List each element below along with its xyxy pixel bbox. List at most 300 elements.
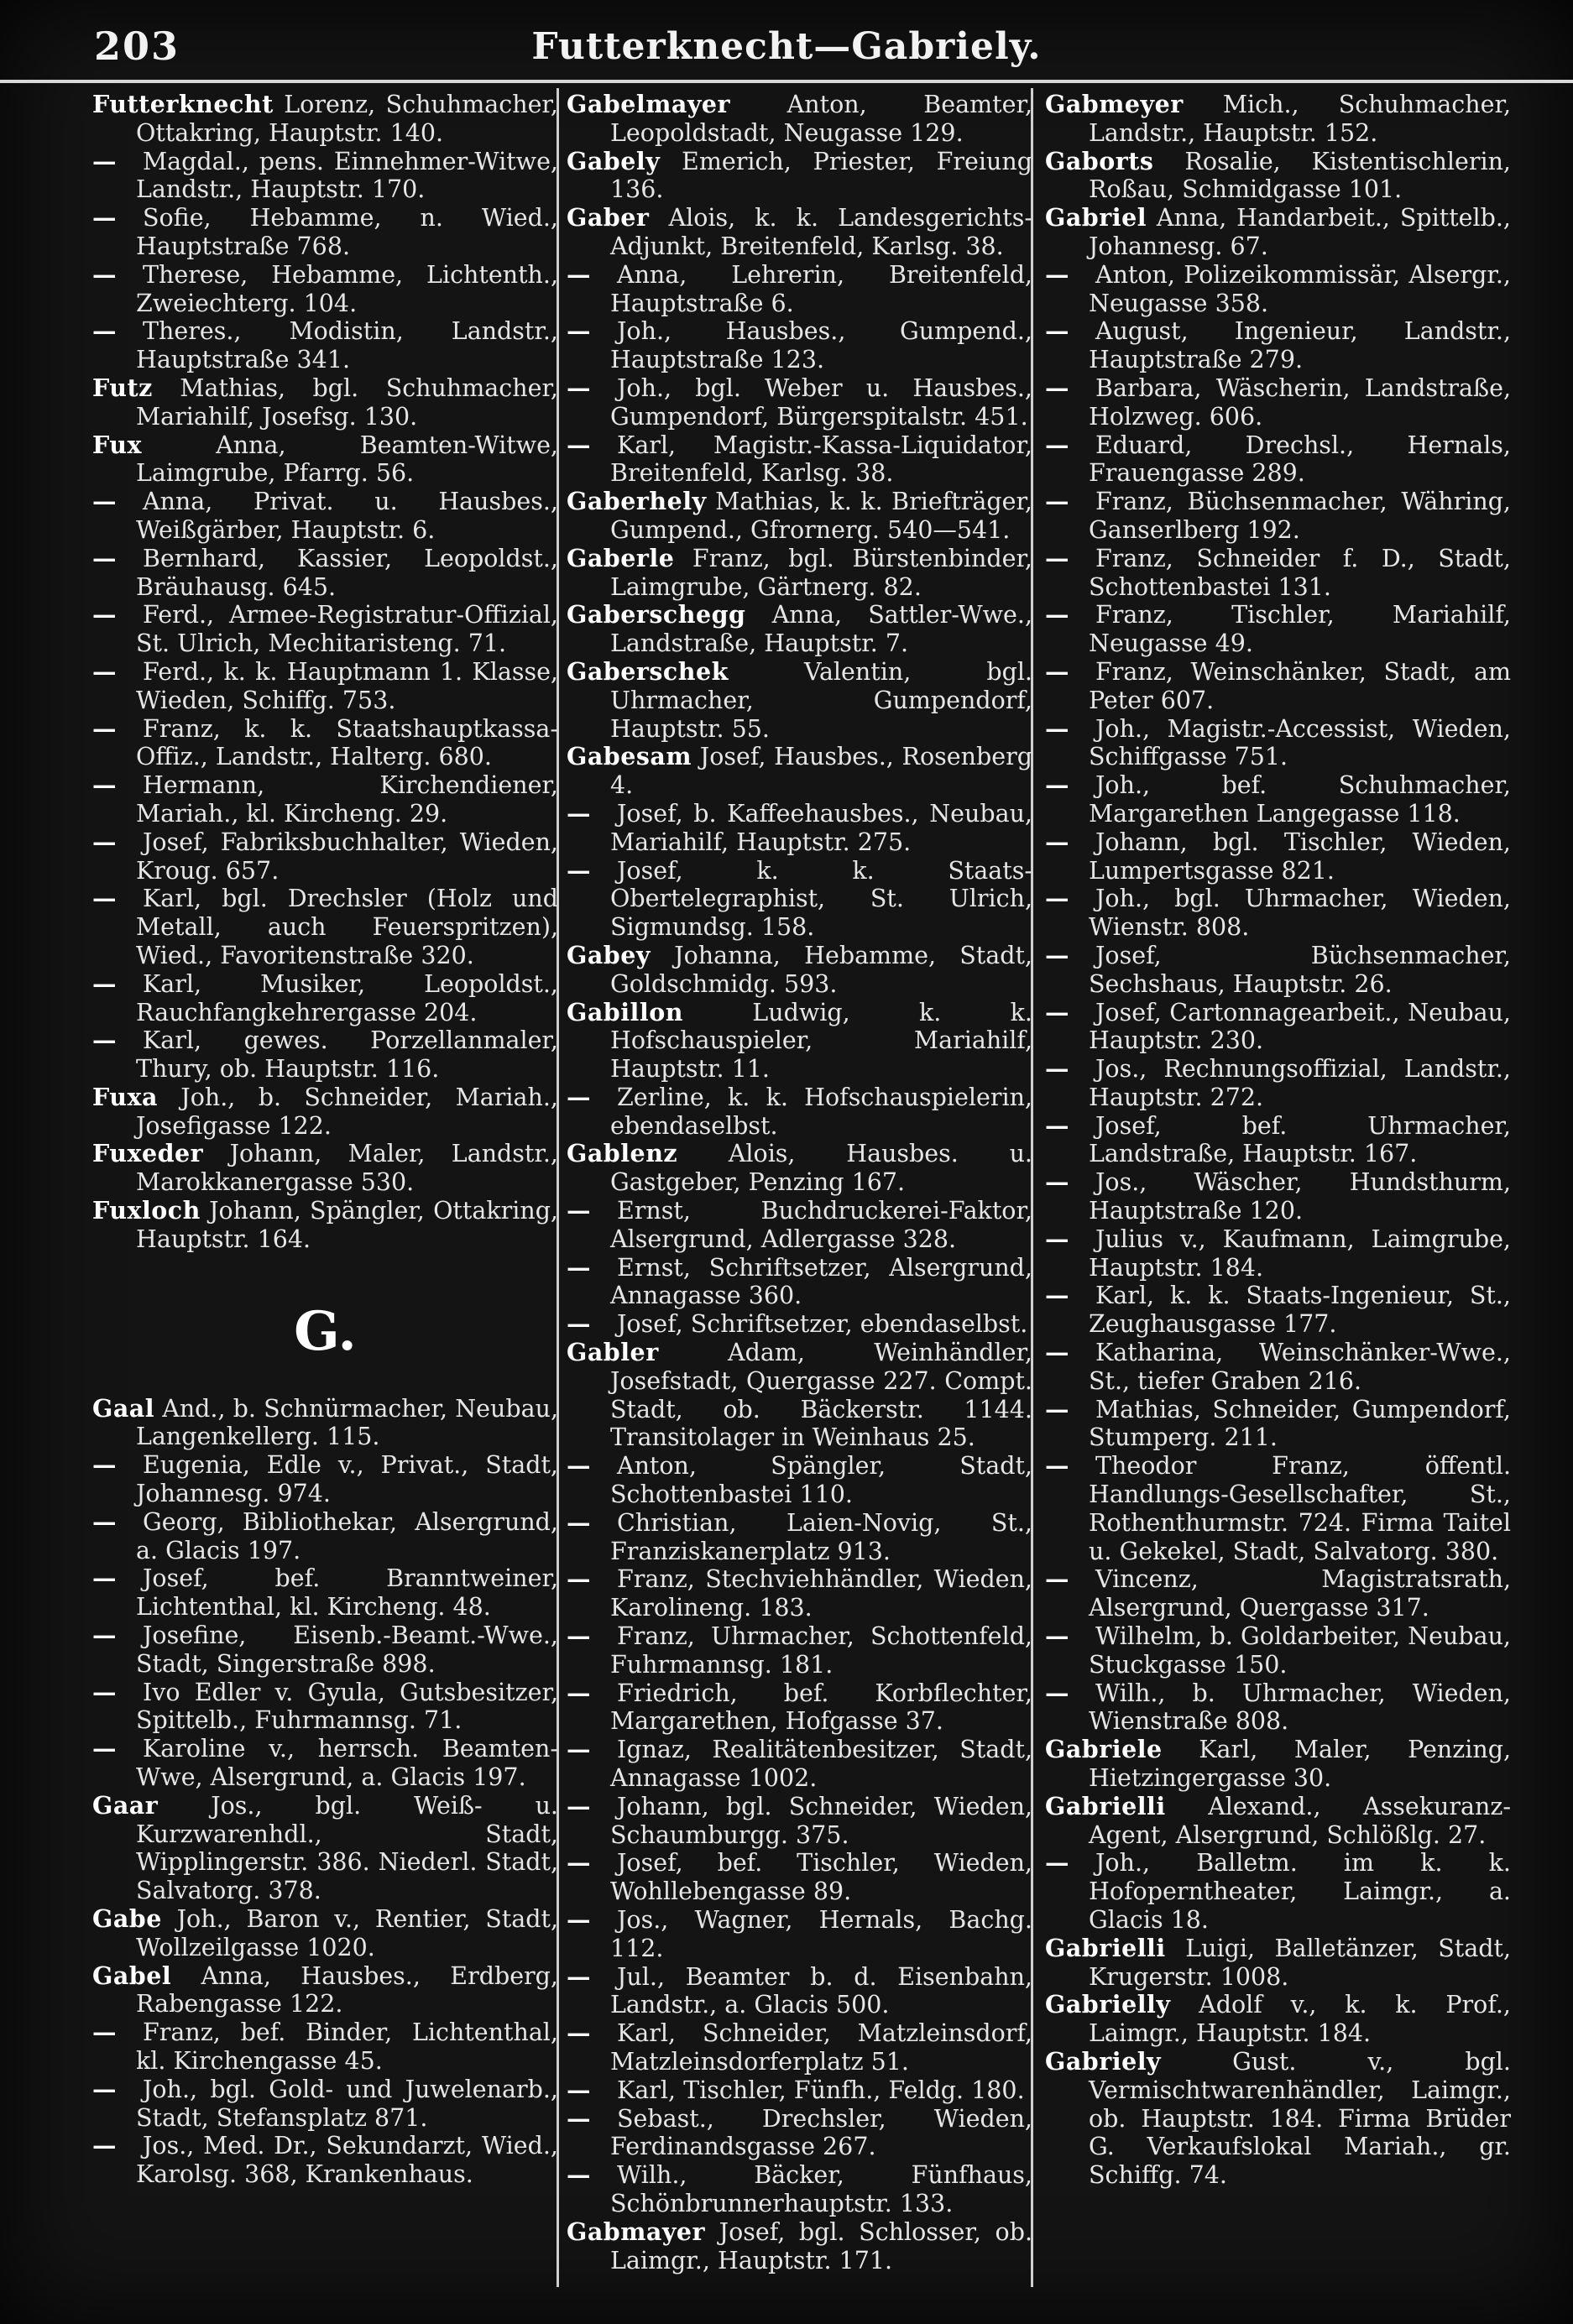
entry-dash: — (567, 1905, 591, 1934)
entry-details: Ludwig, k. k. Hofschauspieler, Mariahilf, Hauptstr. 11. (610, 998, 1032, 1084)
entry-dash: — (92, 2018, 117, 2047)
entry-details: Franz, Stechviehhändler, Wieden, Karolineng. 183. (610, 1565, 1032, 1622)
entry-dash: — (92, 656, 117, 686)
directory-entry (1045, 715, 1511, 772)
directory-entry (92, 2132, 558, 2189)
entry-dash: — (92, 1734, 117, 1763)
entry-dash: — (1045, 1338, 1069, 1367)
entry-surname: Gabesam (567, 742, 692, 771)
entry-dash: — (1045, 1281, 1069, 1310)
entry-surname: Gabey (567, 940, 651, 969)
entry-details: Josef, Cartonnagearbeit., Neubau, Hauptstr. 230. (1089, 998, 1511, 1055)
entry-dash: — (92, 146, 117, 175)
directory-entry (1045, 828, 1511, 885)
entry-details: Sebast., Drechsler, Wieden, Ferdinandsgasse 267. (610, 2104, 1032, 2161)
entry-dash: — (567, 1848, 591, 1877)
directory-entry (1045, 1282, 1511, 1339)
entry-details: Johann, Maler, Landstr., Marokkanergasse 530. (136, 1140, 558, 1197)
entry-surname: Gabriele (1045, 1735, 1163, 1764)
entry-details: Joh., Magistr.-Accessist, Wieden, Schiffgasse 751. (1089, 714, 1511, 771)
entry-details: Jul., Beamter b. d. Eisenbahn, Landstr., a. Glacis 500. (610, 1962, 1032, 2019)
entry-surname: Gabmeyer (1045, 90, 1184, 118)
directory-entry (567, 148, 1032, 205)
entry-details: Friedrich, bef. Korbflechter, Margarethen, Hofgasse 37. (610, 1679, 1032, 1736)
directory-entry (567, 1084, 1032, 1141)
entry-details: Karl, Schneider, Matzleinsdorf, Matzleinsdorferplatz 51. (610, 2019, 1032, 2076)
entry-dash: — (92, 1507, 117, 1536)
directory-entry (92, 2076, 558, 2133)
directory-entry (567, 2218, 1032, 2275)
entry-dash: — (92, 543, 117, 572)
entry-details: Eugenia, Edle v., Privat., Stadt, Johannesg. 974. (136, 1451, 558, 1508)
directory-entry (567, 2161, 1032, 2218)
entry-dash: — (567, 2018, 591, 2048)
entry-details: Anna, Hausbes., Erdberg, Rabengasse 122. (136, 1961, 558, 2018)
entry-details: Ferd., Armee-Registratur-Offizial, St. Ulrich, Mechitaristeng. 71. (136, 601, 558, 658)
entry-details: Wilh., Bäcker, Fünfhaus, Schönbrunnerhauptstr. 133. (610, 2161, 1032, 2217)
entry-surname: Gaberschek (567, 656, 729, 686)
entry-dash: — (567, 2160, 591, 2190)
directory-entry (92, 1962, 558, 2019)
entry-details: Ivo Edler v. Gyula, Gutsbesitzer, Spittelb., Fuhrmannsg. 71. (136, 1678, 558, 1735)
entry-details: Magdal., pens. Einnehmer-Witwe, Landstr., Hauptstr. 170. (136, 147, 558, 204)
entry-details: Joh., bgl. Weber u. Hausbes., Gumpendorf, Bürgerspitalstr. 451. (610, 373, 1032, 431)
entry-details: Franz, Weinschänker, Stadt, am Peter 607. (1089, 657, 1511, 714)
directory-entry (567, 1963, 1032, 2020)
entry-details: Mich., Schuhmacher, Landstr., Hauptstr. 152. (1089, 91, 1511, 147)
entry-dash: — (567, 1082, 591, 1111)
entry-surname: Gabe (92, 1904, 162, 1934)
directory-entry (567, 204, 1032, 261)
entry-dash: — (1045, 997, 1069, 1026)
directory-entry (567, 545, 1032, 602)
entry-details: Joh., bgl. Gold- und Juwelenarb., Stadt, Stefansplatz 871. (136, 2075, 558, 2132)
entry-details: Anna, Privat. u. Hausbes., Weißgärber, Hauptstr. 6. (136, 488, 558, 544)
entry-surname: Gaberle (567, 543, 675, 572)
entry-details: Lorenz, Schuhmacher, Ottakring, Hauptstr. 140. (136, 91, 558, 147)
entry-details: Christian, Laien-Novig, St., Franziskanerplatz 913. (610, 1508, 1032, 1565)
entry-details: Theres., Modistin, Landstr., Hauptstraße 341. (136, 317, 558, 374)
entry-dash: — (567, 316, 591, 346)
entry-surname: Gabriel (1045, 203, 1147, 232)
entry-details: Johanna, Hebamme, Stadt, Goldschmidg. 593. (610, 941, 1032, 998)
entry-surname: Gabler (567, 1338, 659, 1367)
directory-entry (1045, 2048, 1511, 2190)
entry-details: Franz, Uhrmacher, Schottenfeld, Fuhrmannsg. 181. (610, 1622, 1032, 1679)
directory-entry (92, 1395, 558, 1452)
entry-dash: — (1045, 1848, 1069, 1877)
entry-surname: Gaborts (1045, 146, 1154, 175)
directory-entry (567, 374, 1032, 431)
entry-dash: — (1045, 600, 1069, 629)
entry-dash: — (567, 373, 591, 402)
entry-dash: — (567, 1252, 591, 1282)
directory-entry (92, 261, 558, 318)
directory-entry (567, 800, 1032, 857)
entry-dash: — (92, 2074, 117, 2103)
entry-details: Jos., Med. Dr., Sekundarzt, Wied., Karolsg. 368, Krankenhaus. (136, 2132, 558, 2189)
entry-details: Adam, Weinhändler, Josefstadt, Quergasse 227. Compt. Stadt, ob. Bäckerstr. 1144. Transitolager in Weinhaus 25. (610, 1339, 1032, 1452)
directory-entry (567, 317, 1032, 374)
directory-entry (1045, 1935, 1511, 1992)
directory-entry (92, 1451, 558, 1508)
entry-details: Josef, b. Kaffeehausbes., Neubau, Mariahilf, Hauptstr. 275. (610, 799, 1032, 856)
entry-details: Josef, bgl. Schlosser, ob. Laimgr., Hauptstr. 171. (610, 2217, 1032, 2274)
entry-dash: — (1045, 1394, 1069, 1423)
entry-details: Josef, Schriftsetzer, ebendaselbst. (617, 1310, 1028, 1339)
directory-entry (92, 91, 558, 148)
entry-details: Jos., Wagner, Hernals, Bachg. 112. (610, 1906, 1032, 1962)
column-1 (92, 91, 558, 2189)
column-2 (567, 91, 1032, 2274)
entry-surname: Gaberhely (567, 487, 707, 516)
entry-details: Mathias, bgl. Schuhmacher, Mariahilf, Josefsg. 130. (136, 373, 558, 431)
entry-details: Anna, Handarbeit., Spittelb., Johannesg. 67. (1089, 204, 1511, 260)
directory-entry (92, 771, 558, 828)
entry-dash: — (567, 1961, 591, 1991)
entry-dash: — (1045, 543, 1069, 572)
entry-details: Franz, Tischler, Mariahilf, Neugasse 49. (1089, 601, 1511, 658)
directory-entry (1045, 1565, 1511, 1622)
entry-details: Franz, bef. Binder, Lichtenthal, kl. Kirchengasse 45. (136, 2018, 558, 2075)
directory-entry (92, 828, 558, 885)
directory-entry (1045, 885, 1511, 942)
directory-entry (1045, 1793, 1511, 1850)
entry-dash: — (567, 798, 591, 828)
entry-dash: — (1045, 430, 1069, 459)
entry-dash: — (1045, 1451, 1069, 1481)
directory-entry (92, 1084, 558, 1141)
entry-surname: Gabriely (1045, 2046, 1162, 2076)
directory-entry (567, 601, 1032, 658)
directory-entry (92, 658, 558, 715)
directory-entry (567, 488, 1032, 545)
directory-entry (92, 970, 558, 1027)
entry-details: Therese, Hebamme, Lichtenth., Zweiechterg. 104. (136, 260, 558, 317)
page-header (0, 0, 1573, 83)
directory-entry (1045, 1622, 1511, 1679)
entry-surname: Fuxeder (92, 1139, 204, 1168)
entry-details: Vincenz, Magistratsrath, Alsergrund, Quergasse 317. (1089, 1565, 1511, 1622)
entry-details: Karl, Magistr.-Kassa-Liquidator, Breitenfeld, Karlsg. 38. (610, 431, 1032, 488)
directory-entry (567, 1906, 1032, 1963)
entry-details: And., b. Schnürmacher, Neubau, Langenkellerg. 115. (136, 1394, 558, 1451)
directory-entry (567, 1310, 1032, 1339)
directory-entry (92, 1564, 558, 1622)
directory-entry (92, 1026, 558, 1084)
entry-details: Mathias, Schneider, Gumpendorf, Stumperg. 211. (1089, 1395, 1511, 1452)
directory-entry (567, 999, 1032, 1084)
entry-surname: Gaber (567, 203, 650, 232)
directory-entry (1045, 1991, 1511, 2048)
entry-details: Johann, bgl. Tischler, Wieden, Lumpertsgasse 821. (1089, 828, 1511, 885)
entry-dash: — (567, 1622, 591, 1651)
entry-details: Barbara, Wäscherin, Landstraße, Holzweg. 606. (1089, 373, 1511, 431)
directory-entry (1045, 1168, 1511, 1225)
entry-dash: — (1045, 770, 1069, 800)
directory-entry (1045, 317, 1511, 374)
directory-entry (567, 1849, 1032, 1906)
directory-entry (1045, 488, 1511, 545)
entry-dash: — (567, 1309, 591, 1339)
entry-dash: — (567, 2075, 591, 2104)
entry-details: Karl, k. k. Staats-Ingenieur, St., Zeughausgasse 177. (1089, 1282, 1511, 1339)
entry-dash: — (1045, 373, 1069, 402)
directory-entry (1045, 942, 1511, 999)
entry-surname: Fux (92, 430, 142, 459)
directory-entry (567, 1565, 1032, 1622)
running-title: Futterknecht—Gabriely. (531, 25, 1042, 68)
entry-dash: — (92, 1026, 117, 1055)
directory-entry (92, 148, 558, 205)
directory-entry (92, 1679, 558, 1736)
directory-entry (567, 2019, 1032, 2076)
directory-entry (92, 1197, 558, 1254)
entry-details: Josef, bef. Uhrmacher, Landstraße, Hauptstr. 167. (1089, 1111, 1511, 1168)
entry-dash: — (1045, 827, 1069, 856)
directory-entry (92, 1905, 558, 1962)
entry-dash: — (92, 259, 117, 289)
entry-details: Joh., Balletm. im k. k. Hofoperntheater, Laimgr., a. Glacis 18. (1089, 1849, 1511, 1934)
entry-details: Rosalie, Kistentischlerin, Roßau, Schmidgasse 101. (1089, 147, 1511, 204)
entry-details: Joh., b. Schneider, Mariah., Josefigasse 122. (136, 1083, 558, 1140)
directory-entry (92, 1508, 558, 1565)
entry-details: Josef, k. k. Staats-Obertelegraphist, St. Ulrich, Sigmundsg. 158. (610, 856, 1032, 942)
entry-dash: — (92, 1564, 117, 1593)
entry-details: Josef, Büchsenmacher, Sechshaus, Hauptstr. 26. (1089, 941, 1511, 998)
entry-details: Ignaz, Realitätenbesitzer, Stadt, Annagasse 1002. (610, 1736, 1032, 1793)
directory-entry (1045, 91, 1511, 148)
entry-details: Julius v., Kaufmann, Laimgrube, Hauptstr. 184. (1089, 1225, 1511, 1282)
entry-details: Zerline, k. k. Hofschauspielerin, ebendaselbst. (610, 1083, 1032, 1140)
entry-details: Josef, bef. Tischler, Wieden, Wohllebengasse 89. (610, 1849, 1032, 1906)
entry-details: Karl, Maler, Penzing, Hietzingergasse 30. (1089, 1736, 1511, 1793)
entry-dash: — (1045, 1564, 1069, 1594)
entry-details: Anna, Lehrerin, Breitenfeld, Hauptstraße 6. (610, 260, 1032, 317)
directory-entry (567, 1736, 1032, 1793)
entry-details: Anton, Beamter, Leopoldstadt, Neugasse 129. (610, 91, 1032, 147)
entry-dash: — (1045, 1167, 1069, 1197)
directory-entry (92, 885, 558, 969)
directory-entry (1045, 1225, 1511, 1282)
entry-dash: — (1045, 940, 1069, 969)
entry-details: Josef, bef. Branntweiner, Lichtenthal, kl. Kircheng. 48. (136, 1564, 558, 1622)
directory-entry (1045, 204, 1511, 261)
directory-entry (1045, 545, 1511, 602)
directory-entry (1045, 1339, 1511, 1396)
directory-entry (1045, 658, 1511, 715)
entry-details: Hermann, Kirchendiener, Mariah., kl. Kircheng. 29. (136, 771, 558, 828)
entry-surname: Gaar (92, 1790, 159, 1820)
directory-entry (567, 1452, 1032, 1509)
entry-details: Katharina, Weinschänker-Wwe., St., tiefer Graben 216. (1089, 1339, 1511, 1395)
directory-entry (567, 431, 1032, 488)
entry-dash: — (1045, 1678, 1069, 1707)
directory-entry (92, 204, 558, 261)
entry-details: Karl, Tischler, Fünfh., Feldg. 180. (617, 2076, 1025, 2104)
directory-entry (567, 261, 1032, 318)
entry-dash: — (92, 713, 117, 743)
entry-dash: — (567, 430, 591, 459)
entry-details: Karoline v., herrsch. Beamten-Wwe, Alsergrund, a. Glacis 197. (136, 1735, 558, 1792)
directory-entry (92, 1792, 558, 1905)
directory-entry (1045, 374, 1511, 431)
entry-details: Karl, bgl. Drechsler (Holz und Metall, auch Feuerspritzen), Wied., Favoritenstraße 320. (136, 885, 558, 969)
entry-details: Ferd., k. k. Hauptmann 1. Klasse, Wieden, Schiffg. 753. (136, 657, 558, 714)
entry-dash: — (92, 203, 117, 232)
entry-dash: — (567, 1791, 591, 1820)
directory-entry (567, 942, 1032, 999)
entry-dash: — (92, 1621, 117, 1650)
directory-entry (567, 857, 1032, 942)
entry-dash: — (567, 259, 591, 289)
entry-dash: — (92, 1450, 117, 1480)
directory-entry (92, 1622, 558, 1679)
entry-details: Karl, gewes. Porzellanmaler, Thury, ob. Hauptstr. 116. (136, 1026, 558, 1084)
directory-entry (92, 715, 558, 772)
entry-details: Karl, Musiker, Leopoldst., Rauchfangkehrergasse 204. (136, 969, 558, 1026)
directory-entry (567, 658, 1032, 743)
section-letter: G. (294, 1299, 357, 1363)
directory-entry (1045, 999, 1511, 1056)
directory-entry (567, 1339, 1032, 1452)
directory-entry (1045, 1112, 1511, 1169)
entry-details: Mathias, k. k. Briefträger, Gumpend., Gfrornerg. 540—541. (610, 488, 1032, 544)
entry-details: Anton, Spängler, Stadt, Schottenbastei 110. (610, 1452, 1032, 1509)
entry-dash: — (1045, 1622, 1069, 1651)
entry-details: Jos., Wäscher, Hundsthurm, Hauptstraße 120. (1089, 1168, 1511, 1225)
entry-surname: Futz (92, 373, 153, 402)
entry-surname: Gabel (92, 1961, 172, 1990)
entry-details: Wilh., b. Uhrmacher, Wieden, Wienstraße 808. (1089, 1679, 1511, 1736)
entry-surname: Gabely (567, 146, 661, 175)
entry-dash: — (567, 2103, 591, 2133)
entry-dash: — (92, 884, 117, 913)
entry-surname: Gabelmayer (567, 90, 731, 118)
directory-entry (1045, 1849, 1511, 1934)
entry-dash: — (92, 770, 117, 800)
directory-entry (92, 601, 558, 658)
entry-details: Josefine, Eisenb.-Beamt.-Wwe., Stadt, Singerstraße 898. (136, 1622, 558, 1678)
directory-entry (92, 317, 558, 374)
entry-details: Emerich, Priester, Freiung 136. (610, 147, 1032, 204)
entry-dash: — (567, 1196, 591, 1225)
entry-dash: — (92, 487, 117, 516)
entry-dash: — (567, 855, 591, 885)
entry-dash: — (567, 1507, 591, 1537)
directory-entry (1045, 1055, 1511, 1112)
directory-entry (1045, 148, 1511, 205)
entry-details: Alois, Hausbes. u. Gastgeber, Penzing 167. (610, 1140, 1032, 1197)
entry-details: Josef, Hausbes., Rosenberg 4. (610, 743, 1032, 800)
directory-entry (92, 1735, 558, 1792)
entry-details: Alois, k. k. Landesgerichts-Adjunkt, Breitenfeld, Karlsg. 38. (610, 204, 1032, 260)
directory-entry (567, 2076, 1032, 2105)
entry-details: Theodor Franz, öffentl. Handlungs-Gesellschafter, St., Rothenthurmstr. 724. Firma Taitel u. Gekekel, Stadt, Salvatorg. 380. (1089, 1452, 1511, 1565)
entry-details: Anna, Beamten-Witwe, Laimgrube, Pfarrg. 56. (136, 431, 558, 488)
entry-details: Georg, Bibliothekar, Alsergrund, a. Glacis 197. (136, 1507, 558, 1564)
directory-entry (567, 743, 1032, 800)
directory-entry (1045, 1736, 1511, 1793)
entry-dash: — (1045, 1110, 1069, 1140)
entry-details: Luigi, Balletänzer, Stadt, Krugerstr. 1008. (1089, 1934, 1511, 1991)
entry-dash: — (1045, 1224, 1069, 1253)
entry-dash: — (1045, 316, 1069, 346)
entry-dash: — (567, 1735, 591, 1764)
entry-surname: Fuxloch (92, 1196, 201, 1225)
entry-dash: — (92, 2131, 117, 2160)
entry-surname: Gabrielli (1045, 1791, 1166, 1820)
entry-details: Bernhard, Kassier, Leopoldst., Bräuhausg. 645. (136, 544, 558, 601)
entry-dash: — (1045, 713, 1069, 743)
entry-details: Anna, Sattler-Wwe., Landstraße, Hauptstr. 7. (610, 601, 1032, 658)
entry-details: Johann, bgl. Schneider, Wieden, Schaumburgg. 375. (610, 1792, 1032, 1849)
entry-details: Eduard, Drechsl., Hernals, Frauengasse 289. (1089, 431, 1511, 488)
page-number: 203 (94, 24, 180, 69)
directory-entry (1045, 1452, 1511, 1565)
directory-entry (567, 1509, 1032, 1566)
directory-entry (567, 1679, 1032, 1736)
directory-entry (567, 1197, 1032, 1254)
entry-surname: Fuxa (92, 1082, 158, 1111)
entry-dash: — (1045, 259, 1069, 289)
entry-details: Josef, Fabriksbuchhalter, Wieden, Kroug. 657. (136, 828, 558, 885)
entry-details: Franz, bgl. Bürstenbinder, Laimgrube, Gärtnerg. 82. (610, 544, 1032, 601)
entry-surname: Gaal (92, 1393, 155, 1423)
entry-details: Wilhelm, b. Goldarbeiter, Neubau, Stuckgasse 150. (1089, 1622, 1511, 1679)
entry-details: Joh., Hausbes., Gumpend., Hauptstraße 123. (610, 317, 1032, 374)
directory-entry (1045, 1679, 1511, 1736)
entry-details: Valentin, bgl. Uhrmacher, Gumpendorf, Hauptstr. 55. (610, 657, 1032, 743)
entry-details: August, Ingenieur, Landstr., Hauptstraße 279. (1089, 317, 1511, 374)
entry-dash: — (92, 1677, 117, 1706)
entry-dash: — (92, 600, 117, 629)
directory-entry (1045, 261, 1511, 318)
entry-details: Ernst, Buchdruckerei-Faktor, Alsergrund, Adlergasse 328. (610, 1197, 1032, 1253)
directory-entry (567, 2105, 1032, 2162)
entry-dash: — (1045, 487, 1069, 516)
entry-surname: Gabmayer (567, 2217, 706, 2246)
entry-surname: Gabrielly (1045, 1990, 1171, 2019)
directory-entry (1045, 431, 1511, 488)
directory-entry (92, 431, 558, 488)
entry-surname: Gablenz (567, 1139, 678, 1168)
directory-entry (567, 1793, 1032, 1850)
entry-details: Ernst, Schriftsetzer, Alsergrund, Annagasse 360. (610, 1253, 1032, 1310)
entry-details: Joh., bgl. Uhrmacher, Wieden, Wienstr. 808. (1089, 885, 1511, 942)
directory-entry (567, 1622, 1032, 1679)
entry-details: Franz, k. k. Staatshauptkassa-Offiz., Landstr., Halterg. 680. (136, 714, 558, 771)
directory-entry (92, 488, 558, 545)
directory-entry (1045, 601, 1511, 658)
entry-dash: — (92, 969, 117, 998)
directory-entry (92, 374, 558, 431)
entry-surname: Gaberschegg (567, 600, 746, 629)
entry-details: Jos., bgl. Weiß- u. Kurzwarenhdl., Stadt, Wipplingerstr. 386. Niederl. Stadt, Salvatorg. 378. (136, 1791, 558, 1905)
entry-details: Franz, Büchsenmacher, Währing, Ganserlberg 192. (1089, 488, 1511, 544)
entry-dash: — (567, 1564, 591, 1594)
directory-entry (567, 1254, 1032, 1311)
directory-entry (1045, 771, 1511, 828)
directory-entry (92, 1140, 558, 1197)
directory-entry (567, 1140, 1032, 1197)
entry-dash: — (1045, 884, 1069, 913)
entry-surname: Gabillon (567, 997, 683, 1026)
entry-details: Jos., Rechnungsoffizial, Landstr., Hauptstr. 272. (1089, 1055, 1511, 1111)
directory-entry (92, 545, 558, 602)
entry-details: Joh., bef. Schuhmacher, Margarethen Langegasse 118. (1089, 771, 1511, 828)
entry-details: Sofie, Hebamme, n. Wied., Hauptstraße 768. (136, 204, 558, 260)
